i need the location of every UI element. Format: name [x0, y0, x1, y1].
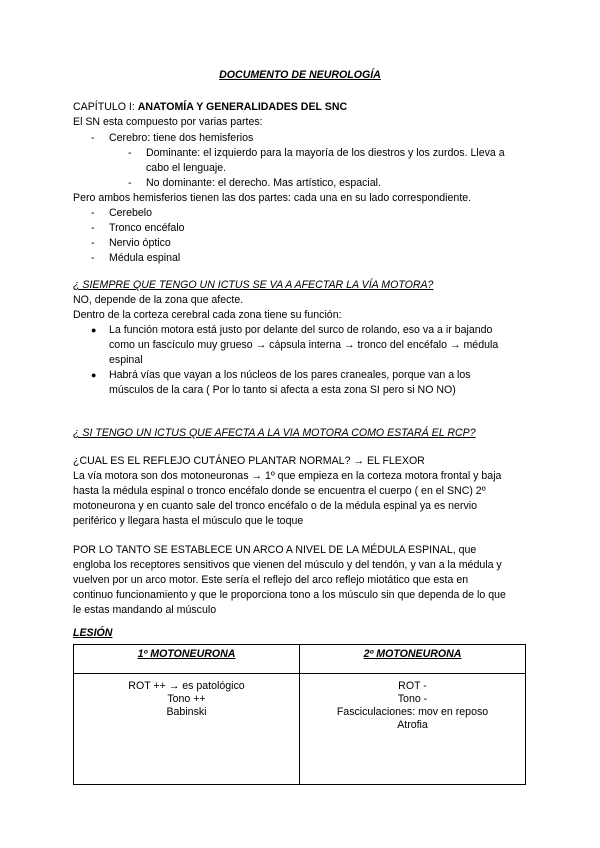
bullet-2-line-1: Habrá vías que vayan a los núcleos de los pares craneales, porque van a los: [109, 369, 471, 381]
dash-marker: -: [91, 252, 95, 264]
cerebro-item: Cerebro: tiene dos hemisferios: [109, 132, 254, 144]
paragraph-1-line: hasta la médula espinal o tronco encéfalo donde se encuentra el cuerpo ( en el SNC) 2º: [73, 485, 486, 497]
chapter-heading: [73, 100, 347, 114]
part-item: Cerebelo: [109, 207, 152, 219]
dash-marker: -: [91, 237, 95, 249]
cell-line: ROT ++ → es patológico: [128, 680, 245, 692]
table-cell-1: [74, 674, 300, 785]
table-header-row: [74, 645, 526, 674]
dash-marker: -: [91, 132, 95, 144]
dash-marker: -: [91, 207, 95, 219]
dominante-line-1: Dominante: el izquierdo para la mayoría de los diestros y los zurdos. Lleva a: [146, 147, 505, 159]
table-row: [74, 674, 526, 785]
cell-line: Atrofia: [397, 719, 428, 731]
paragraph-2-line: POR LO TANTO SE ESTABLECE UN ARCO A NIVEL DE LA MÉDULA ESPINAL, que: [73, 544, 477, 556]
bullet-1-line-3: espinal: [109, 354, 143, 366]
chapter-prefix: CAPÍTULO I:: [73, 101, 138, 113]
question-2b: ¿CUAL ES EL REFLEJO CUTÁNEO PLANTAR NORMAL? → EL FLEXOR: [73, 455, 425, 467]
paragraph-2-line: le estas mandando al músculo: [73, 604, 217, 616]
paragraph-1-line: motoneurona y en cuanto sale del tronco encéfalo o de la médula espinal ya es nervio: [73, 500, 478, 512]
column-header-1: 1º MOTONEURONA: [74, 645, 300, 674]
dash-marker: -: [128, 147, 132, 159]
dash-marker: -: [91, 222, 95, 234]
answer-1b: Dentro de la corteza cerebral cada zona tiene su función:: [73, 309, 342, 321]
dominante-line-2: cabo el lenguaje.: [146, 162, 227, 174]
part-item: Nervio óptico: [109, 237, 171, 249]
intro-text: El SN esta compuesto por varias partes:: [73, 116, 263, 128]
bullet-1-line-2: como un fascículo muy grueso → cápsula interna → tronco del encéfalo → médula: [109, 339, 499, 351]
cell-line: Fasciculaciones: mov en reposo: [336, 706, 489, 718]
cell-line: Babinski: [166, 706, 207, 718]
paragraph-1-line: periférico y llegara hasta el músculo que le toque: [73, 515, 304, 527]
cell-line: Tono ++: [167, 693, 206, 705]
hemisferios-text: Pero ambos hemisferios tienen las dos partes: cada una en su lado correspondiente.: [73, 192, 472, 204]
bullet-icon: ●: [91, 325, 97, 335]
document-title: DOCUMENTO DE NEUROLOGÍA: [219, 69, 381, 81]
bullet-icon: ●: [91, 370, 97, 380]
question-2: ¿ SI TENGO UN ICTUS QUE AFECTA A LA VIA MOTORA COMO ESTARÁ EL RCP?: [73, 427, 476, 439]
lesion-table: [73, 644, 526, 785]
paragraph-2-line: vuelven por un arco motor. Este sería el reflejo del arco reflejo miotático que esta en: [73, 574, 469, 586]
paragraph-2-line: engloba los receptores sensitivos que vienen del músculo y del tendón, y van a la médula y: [73, 559, 502, 571]
bullet-2-line-2: músculos de la cara ( Por lo tanto si afecta a esta zona SI pero si NO NO): [109, 384, 456, 396]
answer-1: NO, depende de la zona que afecte.: [73, 294, 244, 306]
paragraph-2-line: continuo funcionamiento y que le proporciona tono a los músculo sin que dependa de lo que: [73, 589, 506, 601]
part-item: Tronco encéfalo: [109, 222, 185, 234]
part-item: Médula espinal: [109, 252, 181, 264]
paragraph-1-line: La vía motora son dos motoneuronas → 1º que empieza en la corteza motora frontal y baja: [73, 470, 502, 482]
bullet-1-line-1: La función motora está justo por delante del surco de rolando, eso va a ir bajando: [109, 324, 493, 336]
question-1: ¿ SIEMPRE QUE TENGO UN ICTUS SE VA A AFECTAR LA VÍA MOTORA?: [73, 279, 434, 291]
cell-line: Tono -: [397, 693, 428, 705]
column-header-2: 2º MOTONEURONA: [300, 645, 526, 674]
chapter-name: ANATOMÍA Y GENERALIDADES DEL SNC: [137, 101, 348, 113]
no-dominante-item: No dominante: el derecho. Mas artístico, espacial.: [146, 177, 381, 189]
cell-line: ROT -: [398, 680, 427, 692]
lesion-heading: LESIÓN: [73, 627, 113, 639]
table-cell-2: [300, 674, 526, 785]
dash-marker: -: [128, 177, 132, 189]
